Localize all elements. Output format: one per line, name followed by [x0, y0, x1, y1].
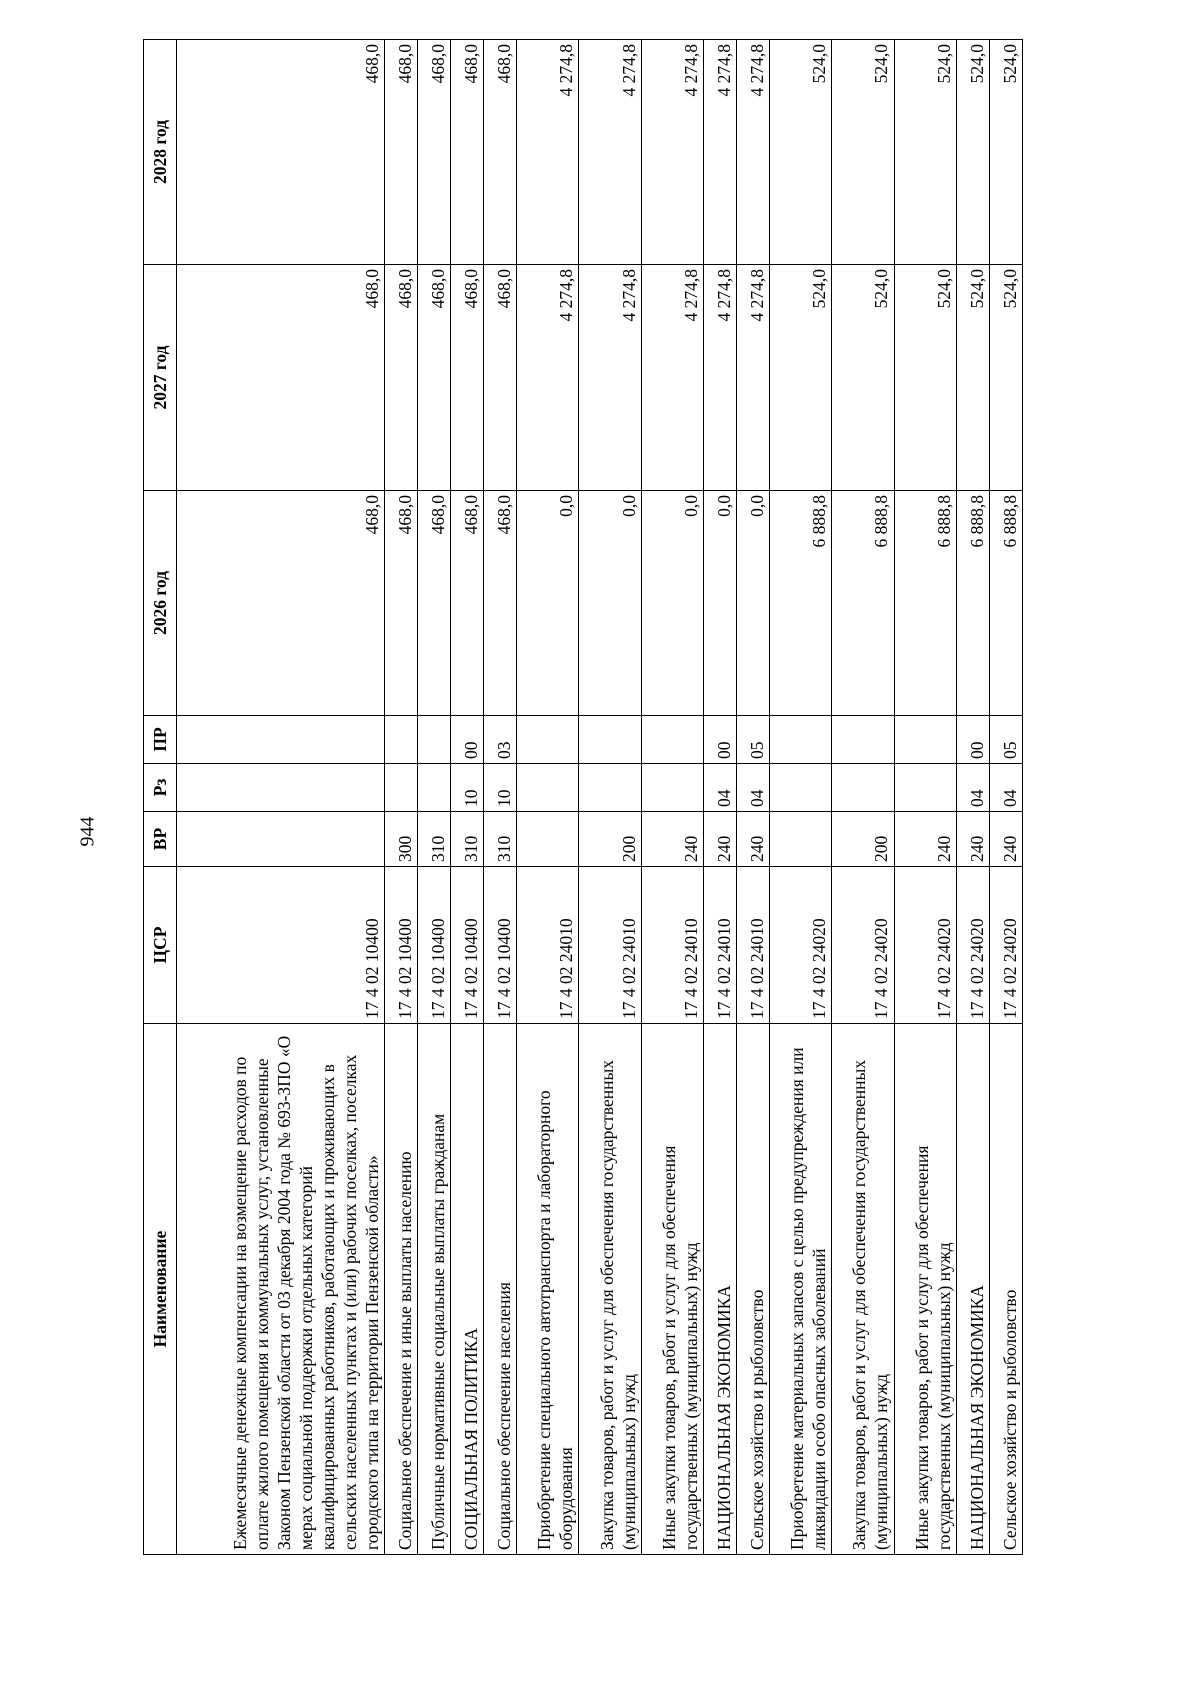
cell-pr: 00	[956, 716, 989, 764]
cell-pr: 00	[703, 716, 736, 764]
cell-2027: 524,0	[894, 265, 956, 491]
cell-vr: 240	[894, 812, 956, 867]
cell-vr	[517, 812, 579, 867]
cell-2027: 468,0	[451, 265, 484, 491]
table-row	[989, 40, 1022, 1555]
cell-csr: 17 4 02 24020	[989, 867, 1022, 1024]
cell-2026: 468,0	[484, 491, 517, 716]
cell-2027: 468,0	[417, 265, 450, 491]
cell-2026: 6 888,8	[770, 491, 832, 716]
table-row	[177, 40, 385, 1555]
cell-2026: 0,0	[517, 491, 579, 716]
cell-2026: 0,0	[641, 491, 703, 716]
cell-csr: 17 4 02 24010	[517, 867, 579, 1024]
table-row	[737, 40, 770, 1555]
cell-rz	[177, 764, 385, 812]
header-pr: ПР	[144, 716, 177, 764]
table-row	[451, 40, 484, 1555]
cell-2027: 524,0	[989, 265, 1022, 491]
cell-2028: 4 274,8	[703, 40, 736, 265]
cell-name: Иные закупки товаров, работ и услуг для обеспечения государственных (муниципальных) нужд	[894, 1024, 956, 1555]
table-row	[894, 40, 956, 1555]
cell-name: Иные закупки товаров, работ и услуг для обеспечения государственных (муниципальных) нужд	[641, 1024, 703, 1555]
cell-2026: 6 888,8	[894, 491, 956, 716]
cell-pr	[832, 716, 894, 764]
cell-name: Социальное обеспечение населения	[484, 1024, 517, 1555]
table-row	[770, 40, 832, 1555]
cell-2028: 468,0	[484, 40, 517, 265]
cell-name: НАЦИОНАЛЬНАЯ ЭКОНОМИКА	[956, 1024, 989, 1555]
cell-pr	[417, 716, 450, 764]
cell-2028: 468,0	[451, 40, 484, 265]
cell-name: Закупка товаров, работ и услуг для обеспечения государственных (муниципальных) нужд	[832, 1024, 894, 1555]
cell-name: Сельское хозяйство и рыболовство	[989, 1024, 1022, 1555]
cell-csr: 17 4 02 24020	[770, 867, 832, 1024]
cell-pr	[641, 716, 703, 764]
cell-csr: 17 4 02 10400	[177, 867, 385, 1024]
cell-2028: 4 274,8	[579, 40, 641, 265]
cell-csr: 17 4 02 24010	[737, 867, 770, 1024]
cell-rz	[641, 764, 703, 812]
cell-2028: 468,0	[417, 40, 450, 265]
cell-csr: 17 4 02 10400	[451, 867, 484, 1024]
cell-2027: 4 274,8	[703, 265, 736, 491]
cell-vr: 240	[737, 812, 770, 867]
table-row	[832, 40, 894, 1555]
cell-2027: 468,0	[177, 265, 385, 491]
cell-2028: 524,0	[894, 40, 956, 265]
cell-rz	[770, 764, 832, 812]
cell-2027: 4 274,8	[641, 265, 703, 491]
cell-csr: 17 4 02 10400	[384, 867, 417, 1024]
cell-pr	[579, 716, 641, 764]
header-csr: ЦСР	[144, 867, 177, 1024]
cell-name: Закупка товаров, работ и услуг для обеспечения государственных (муниципальных) нужд	[579, 1024, 641, 1555]
table-row	[703, 40, 736, 1555]
cell-pr	[384, 716, 417, 764]
header-name: Наименование	[144, 1024, 177, 1555]
page-number: 944	[76, 816, 99, 847]
cell-vr: 200	[579, 812, 641, 867]
cell-2026: 6 888,8	[956, 491, 989, 716]
table-row	[417, 40, 450, 1555]
header-vr: ВР	[144, 812, 177, 867]
cell-pr	[177, 716, 385, 764]
cell-2028: 524,0	[989, 40, 1022, 265]
cell-pr	[894, 716, 956, 764]
cell-2027: 4 274,8	[579, 265, 641, 491]
cell-rz	[384, 764, 417, 812]
cell-rz	[417, 764, 450, 812]
header-rz: Рз	[144, 764, 177, 812]
cell-pr: 05	[737, 716, 770, 764]
cell-2026: 0,0	[737, 491, 770, 716]
cell-2027: 468,0	[384, 265, 417, 491]
cell-vr	[770, 812, 832, 867]
cell-csr: 17 4 02 24020	[894, 867, 956, 1024]
cell-pr: 00	[451, 716, 484, 764]
cell-vr: 240	[956, 812, 989, 867]
cell-2028: 524,0	[770, 40, 832, 265]
cell-vr: 310	[417, 812, 450, 867]
cell-name: Ежемесячные денежные компенсации на возмещение расходов по оплате жилого помещения и коммунальных услуг, установленные Законом Пензенской области от 03 декабря 2004 года № 693-ЗПО «О мерах социальной поддержки отдельных категорий квалифицированных работников, работающих и проживающих в сельских населенных пунктах и (или) рабочих поселках, поселках городского типа на территории Пензенской области»	[177, 1024, 385, 1555]
cell-csr: 17 4 02 24010	[579, 867, 641, 1024]
table-row	[484, 40, 517, 1555]
cell-vr: 300	[384, 812, 417, 867]
cell-name: Приобретение специального автотранспорта и лабораторного оборудования	[517, 1024, 579, 1555]
cell-rz	[832, 764, 894, 812]
cell-2028: 468,0	[384, 40, 417, 265]
cell-2026: 0,0	[703, 491, 736, 716]
table-row	[579, 40, 641, 1555]
rotated-table-container	[143, 40, 1023, 1555]
cell-name: Социальное обеспечение и иные выплаты населению	[384, 1024, 417, 1555]
header-2027: 2027 год	[144, 265, 177, 491]
cell-2026: 6 888,8	[832, 491, 894, 716]
cell-rz	[579, 764, 641, 812]
cell-2027: 524,0	[770, 265, 832, 491]
cell-2026: 0,0	[579, 491, 641, 716]
cell-2026: 468,0	[451, 491, 484, 716]
cell-name: Приобретение материальных запасов с целью предупреждения или ликвидации особо опасных заболеваний	[770, 1024, 832, 1555]
cell-name: Публичные нормативные социальные выплаты гражданам	[417, 1024, 450, 1555]
table-header-row	[144, 40, 177, 1555]
cell-name: Сельское хозяйство и рыболовство	[737, 1024, 770, 1555]
cell-2028: 4 274,8	[641, 40, 703, 265]
cell-2027: 524,0	[956, 265, 989, 491]
table-row	[956, 40, 989, 1555]
cell-pr	[770, 716, 832, 764]
cell-vr: 240	[989, 812, 1022, 867]
cell-name: СОЦИАЛЬНАЯ ПОЛИТИКА	[451, 1024, 484, 1555]
cell-csr: 17 4 02 24010	[641, 867, 703, 1024]
cell-csr: 17 4 02 24020	[832, 867, 894, 1024]
cell-csr: 17 4 02 24010	[703, 867, 736, 1024]
cell-vr: 240	[641, 812, 703, 867]
cell-rz	[517, 764, 579, 812]
cell-rz: 04	[737, 764, 770, 812]
cell-2026: 6 888,8	[989, 491, 1022, 716]
cell-2028: 468,0	[177, 40, 385, 265]
cell-rz: 04	[703, 764, 736, 812]
cell-vr: 200	[832, 812, 894, 867]
cell-2026: 468,0	[384, 491, 417, 716]
cell-pr: 03	[484, 716, 517, 764]
cell-rz: 04	[956, 764, 989, 812]
cell-2028: 524,0	[832, 40, 894, 265]
cell-2026: 468,0	[417, 491, 450, 716]
cell-rz: 10	[484, 764, 517, 812]
cell-2027: 468,0	[484, 265, 517, 491]
header-2026: 2026 год	[144, 491, 177, 716]
cell-vr: 310	[451, 812, 484, 867]
cell-2026: 468,0	[177, 491, 385, 716]
cell-2028: 4 274,8	[517, 40, 579, 265]
cell-vr: 310	[484, 812, 517, 867]
table-row	[384, 40, 417, 1555]
cell-2028: 524,0	[956, 40, 989, 265]
cell-pr	[517, 716, 579, 764]
cell-name: НАЦИОНАЛЬНАЯ ЭКОНОМИКА	[703, 1024, 736, 1555]
cell-2027: 524,0	[832, 265, 894, 491]
cell-rz: 04	[989, 764, 1022, 812]
table-row	[517, 40, 579, 1555]
header-2028: 2028 год	[144, 40, 177, 265]
cell-vr: 240	[703, 812, 736, 867]
table-body	[177, 40, 1023, 1555]
cell-csr: 17 4 02 10400	[484, 867, 517, 1024]
cell-csr: 17 4 02 10400	[417, 867, 450, 1024]
cell-2027: 4 274,8	[737, 265, 770, 491]
cell-pr: 05	[989, 716, 1022, 764]
cell-rz: 10	[451, 764, 484, 812]
cell-2028: 4 274,8	[737, 40, 770, 265]
cell-rz	[894, 764, 956, 812]
cell-csr: 17 4 02 24020	[956, 867, 989, 1024]
budget-table	[143, 39, 1023, 1555]
cell-vr	[177, 812, 385, 867]
cell-2027: 4 274,8	[517, 265, 579, 491]
table-row	[641, 40, 703, 1555]
